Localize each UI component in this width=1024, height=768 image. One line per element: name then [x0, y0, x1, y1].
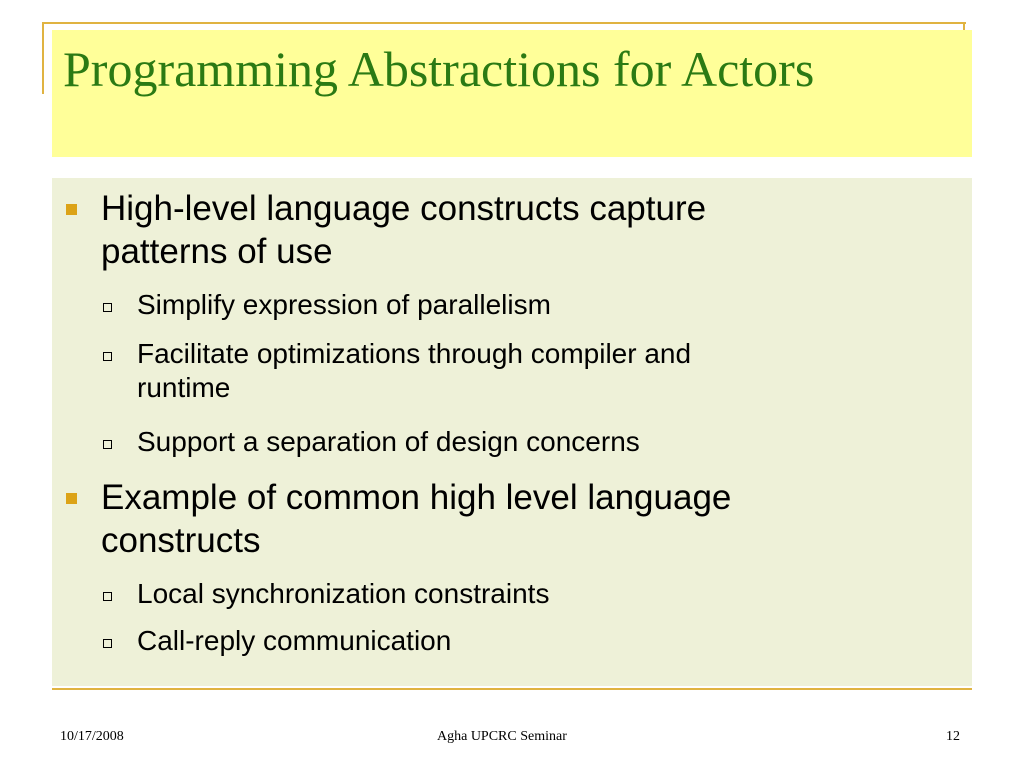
sub-bullet-item: [137, 577, 549, 611]
square-bullet-icon: [66, 204, 77, 215]
hollow-square-bullet-icon: [103, 303, 112, 312]
frame-left-rule: [42, 22, 44, 94]
sub-bullet-item: [137, 288, 551, 322]
bullet-item: [101, 187, 706, 273]
slide-title: Programming Abstractions for Actors: [63, 41, 815, 97]
content-bottom-rule: [52, 688, 972, 690]
bullet-text-line2: constructs: [101, 521, 261, 560]
bullet-text-line2: patterns of use: [101, 232, 333, 271]
bullet-text-line1: Example of common high level language: [101, 478, 732, 517]
hollow-square-bullet-icon: [103, 592, 112, 601]
footer-date: 10/17/2008: [60, 729, 124, 744]
footer-page-number: 12: [946, 729, 960, 744]
hollow-square-bullet-icon: [103, 639, 112, 648]
hollow-square-bullet-icon: [103, 352, 112, 361]
square-bullet-icon: [66, 493, 77, 504]
sub-bullet-text-line2: runtime: [137, 372, 231, 403]
sub-bullet-item: [137, 337, 691, 405]
bullet-item: [101, 476, 731, 562]
frame-top-rule: [42, 22, 966, 24]
sub-bullet-text-line1: Support a separation of design concerns: [137, 426, 640, 457]
footer-center-text: Agha UPCRC Seminar: [437, 729, 567, 744]
sub-bullet-text-line1: Simplify expression of parallelism: [137, 289, 551, 320]
sub-bullet-item: [137, 425, 640, 459]
sub-bullet-text-line1: Local synchronization constraints: [137, 578, 550, 609]
hollow-square-bullet-icon: [103, 440, 112, 449]
sub-bullet-text-line1: Facilitate optimizations through compiler and: [137, 338, 692, 369]
bullet-text-line1: High-level language constructs capture: [101, 189, 707, 228]
sub-bullet-text-line1: Call-reply communication: [137, 625, 452, 656]
sub-bullet-item: [137, 624, 451, 658]
